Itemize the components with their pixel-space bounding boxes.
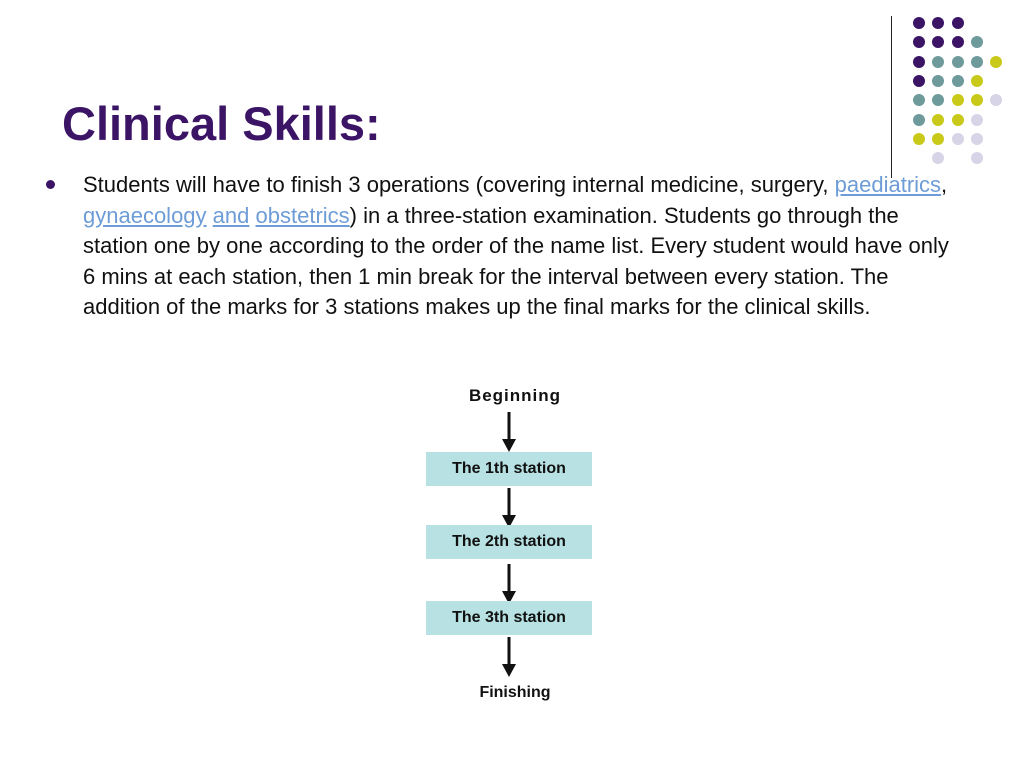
bullet-text-part2: ) in a three-station examination. Students go through the station one by one according to the order of the name list. Every student would have only 6 mins at each station, then 1 min break for the interval between every station. The addition of the marks for 3 stations makes up the final marks for the clinical skills. [83,202,949,320]
decorative-dot [952,17,964,29]
flowchart-station-3: The 3th station [426,601,592,635]
link-paediatrics[interactable]: paediatrics [834,172,942,197]
decorative-dot [971,75,983,87]
decorative-dot [932,94,944,106]
decorative-dot [932,75,944,87]
link-gynaecology[interactable]: gynaecology [83,202,207,228]
decorative-dot [913,75,925,87]
link-obstetrics[interactable]: obstetrics [255,202,350,228]
arrow-down-icon [502,412,516,452]
link-and[interactable]: and [212,202,250,228]
decorative-dot [932,56,944,68]
bullet-text [83,170,963,323]
arrow-down-icon [502,564,516,604]
decorative-dot [932,36,944,48]
flowchart-start-label: Beginning [468,386,562,405]
decorative-dot [971,36,983,48]
decorative-dot [932,114,944,126]
decorative-dot [913,56,925,68]
flowchart-end-label: Finishing [479,684,551,701]
decorative-dot [971,94,983,106]
decorative-dot [990,94,1002,106]
decorative-dot [952,56,964,68]
decorative-dot [971,133,983,145]
decorative-dot [952,94,964,106]
decorative-dot [971,114,983,126]
bullet-icon [46,180,55,189]
flowchart-station-2: The 2th station [426,525,592,559]
arrow-down-icon [502,637,516,677]
decorative-dot [952,36,964,48]
slide-title: Clinical Skills: [62,97,381,150]
decorative-dot [913,133,925,145]
decorative-dot [971,56,983,68]
decorative-dot [913,114,925,126]
separator: , [941,172,948,197]
decorative-dot [990,56,1002,68]
decorative-dot [932,133,944,145]
bullet-text-part1: Students will have to finish 3 operations (covering internal medicine, surgery, [83,172,835,197]
decorative-dot [913,36,925,48]
decorative-dot [952,133,964,145]
decorative-dot [913,17,925,29]
flowchart-station-1: The 1th station [426,452,592,486]
decorative-dot [932,152,944,164]
station-flowchart [420,380,610,710]
decorative-dot [913,94,925,106]
decorative-dot [932,17,944,29]
decorative-dot [952,114,964,126]
decorative-dot [971,152,983,164]
decorative-vertical-rule [891,16,892,178]
arrow-down-icon [502,488,516,528]
decorative-dot [952,75,964,87]
